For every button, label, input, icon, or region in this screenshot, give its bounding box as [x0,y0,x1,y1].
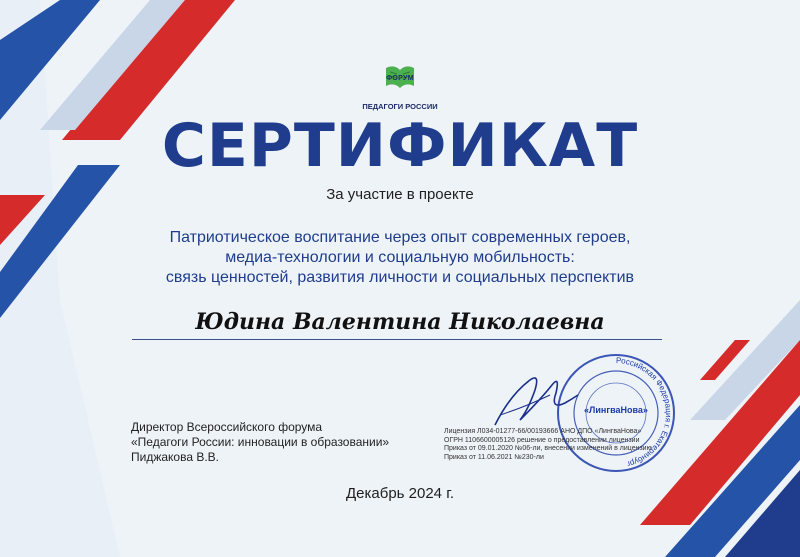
logo-forum-text: ФОРУМ [386,75,414,82]
project-title [60,228,740,288]
project-line-3: связь ценностей, развития личности и социальных перспектив [165,269,635,286]
director-line-1: Директор Всероссийского форума [131,420,323,434]
recipient-underline [132,339,662,340]
license-line-1: Лицензия Л034-01277-66/00193666 АНО ДПО «ЛингваНова» [444,428,642,435]
license-line-3: Приказ от 09.01.2020 №06-ли, внесении изменений в лицензию [444,445,652,452]
project-line-2: медиа-технологии и социальную мобильность: [225,249,575,266]
forum-logo [350,60,450,116]
director-name: Пиджакова В.В. [131,450,220,464]
director-block [131,420,389,465]
stamp-label: «ЛингваНова» [584,405,648,415]
director-line-2: «Педагоги России: инновации в образовании» [131,435,390,449]
issue-date: Декабрь 2024 г. [346,485,454,502]
project-line-1: Патриотическое воспитание через опыт современных героев, [169,229,631,246]
logo-pedagogi-text: ПЕДАГОГИ РОССИИ [362,102,438,111]
license-block [444,428,652,462]
recipient-name: Юдина Валентина Николаевна [195,309,605,335]
svg-text:Российская Федерация г. Екатер: Российская Федерация г. Екатеринбург [615,355,673,469]
certificate-title: СЕРТИФИКАТ [161,111,639,181]
participation-subtitle: За участие в проекте [326,186,474,203]
license-line-2: ОГРН 1106600005126 решение о предоставлении лицензии [444,436,640,444]
license-line-4: Приказ от 11.06.2021 №230-ли [444,453,544,461]
